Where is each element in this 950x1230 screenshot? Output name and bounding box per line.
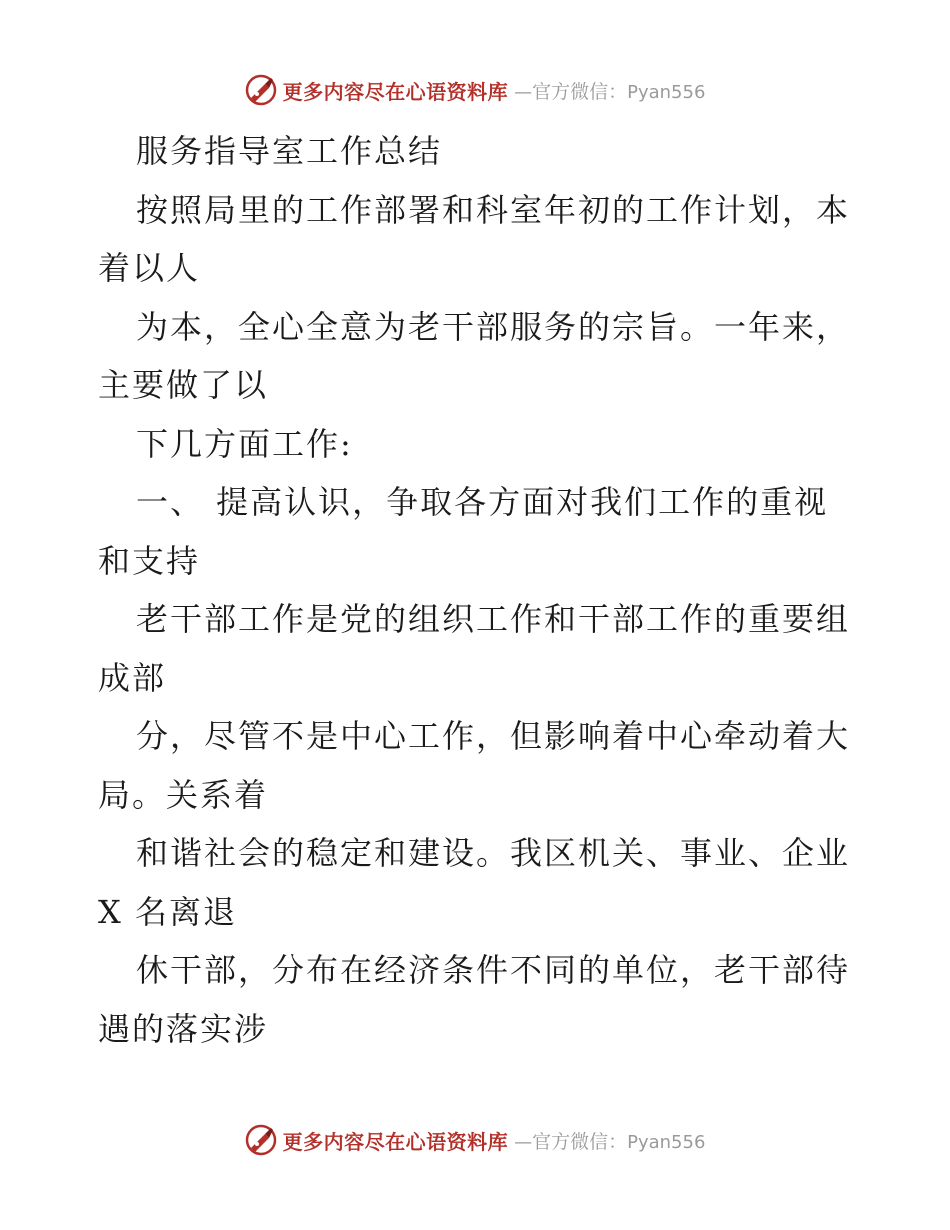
- doc-line: X 名离退: [98, 892, 237, 931]
- doc-line: 分，尽管不是中心工作，但影响着中心牵动着大: [136, 717, 851, 755]
- doc-line: 着以人: [98, 249, 201, 287]
- doc-line: 为本，全心全意为老干部服务的宗旨。一年来，: [136, 307, 851, 346]
- pen-logo-icon: [245, 74, 277, 106]
- doc-line: 服务指导室工作总结: [136, 132, 443, 170]
- doc-line: 休干部，分布在经济条件不同的单位，老干部待: [136, 951, 851, 989]
- watermark-wechat-id: Pyan556: [627, 81, 706, 103]
- doc-line: 成部: [98, 658, 167, 697]
- watermark-dash: —: [514, 81, 533, 103]
- watermark-contact: [514, 1127, 705, 1154]
- watermark-contact: [514, 77, 705, 104]
- watermark-title: 更多内容尽在心语资料库: [282, 79, 509, 104]
- document-body: [98, 122, 858, 1058]
- doc-line: 局。关系着: [98, 775, 269, 814]
- watermark-wechat-label: 官方微信：: [532, 1130, 628, 1153]
- pen-logo-icon: [245, 1124, 277, 1156]
- doc-line: 按照局里的工作部署和科室年初的工作计划，本: [136, 190, 851, 229]
- footer-watermark: [0, 1120, 950, 1160]
- header-watermark: [0, 70, 950, 110]
- doc-line: 下几方面工作:: [136, 424, 353, 463]
- doc-line: 老干部工作是党的组织工作和干部工作的重要组: [136, 600, 851, 638]
- watermark-title: 更多内容尽在心语资料库: [282, 1129, 509, 1154]
- doc-line: 遇的落实涉: [98, 1009, 269, 1048]
- watermark-wechat-id: Pyan556: [627, 1131, 706, 1153]
- doc-line: 主要做了以: [98, 366, 269, 404]
- watermark-dash: —: [514, 1131, 533, 1153]
- doc-line: 和支持: [98, 541, 201, 580]
- doc-line: 一、 提高认识，争取各方面对我们工作的重视: [136, 483, 829, 521]
- doc-line: 和谐社会的稳定和建设。我区机关、事业、企业: [136, 834, 851, 872]
- watermark-wechat-label: 官方微信：: [532, 80, 628, 103]
